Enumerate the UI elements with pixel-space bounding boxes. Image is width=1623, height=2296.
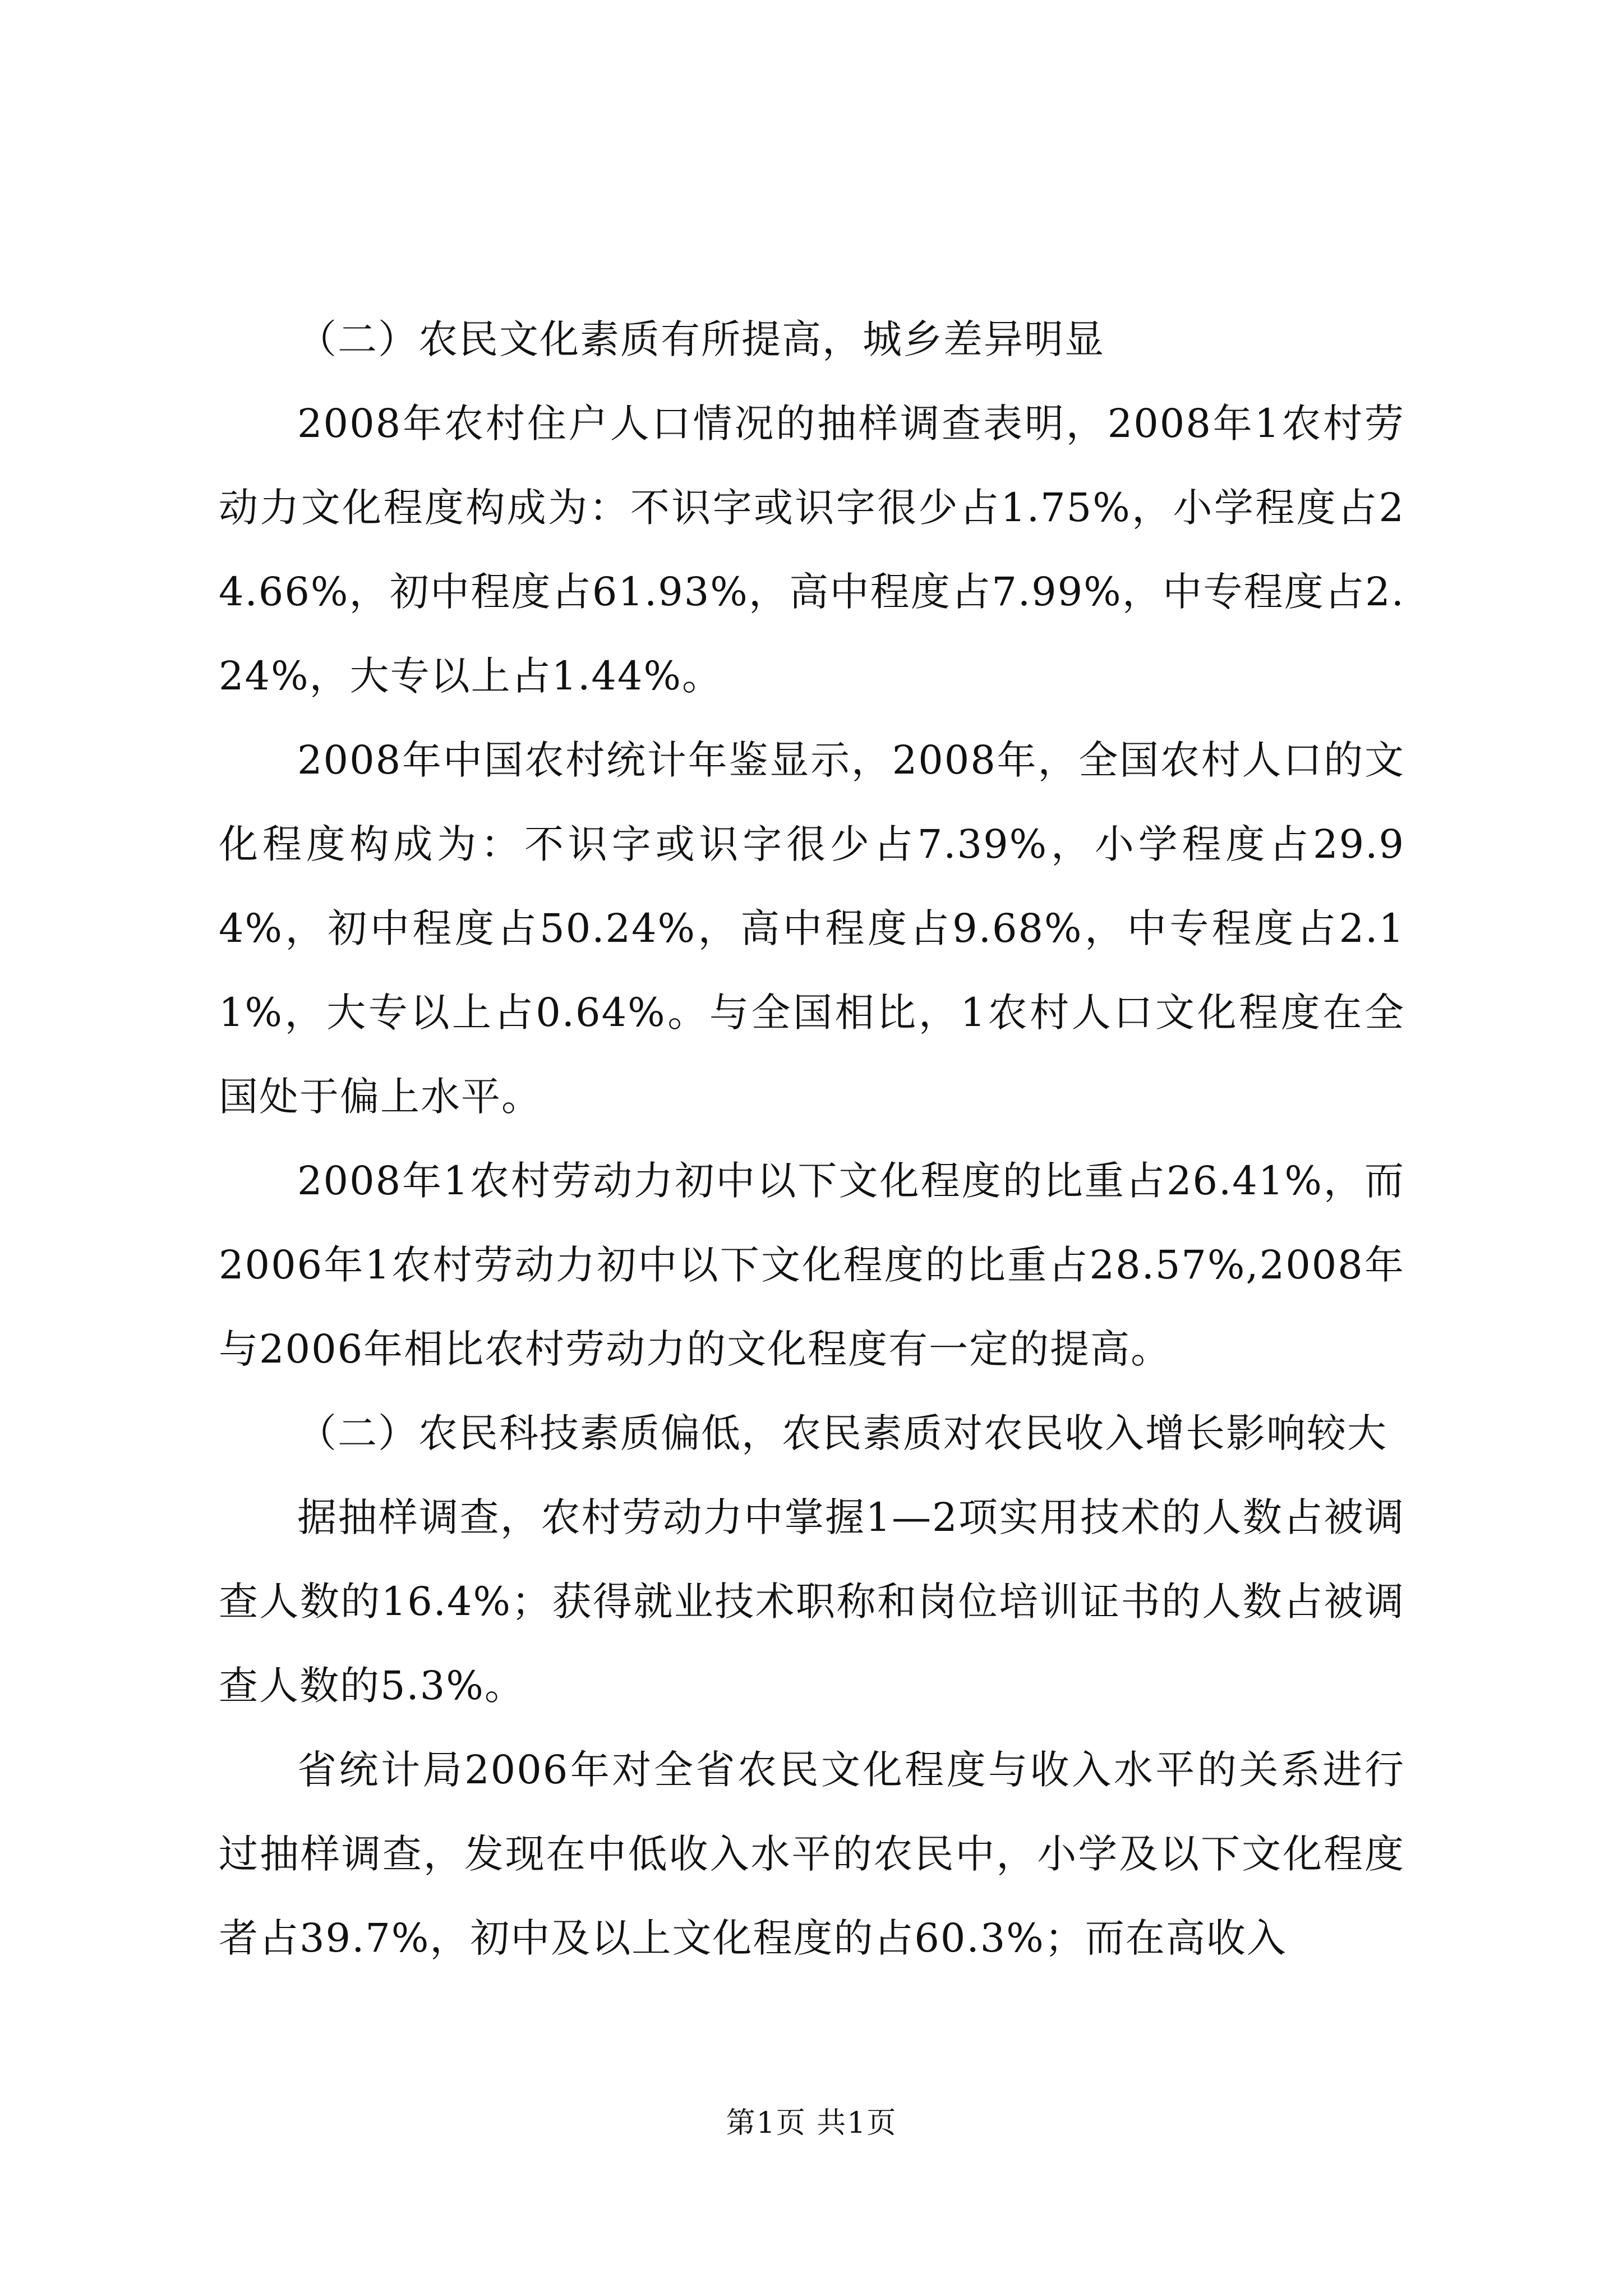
- paragraph-labor-education-survey: 2008年农村住户人口情况的抽样调查表明，2008年1农村劳动力文化程度构成为：不识字或识字很少占1.75%，小学程度占24.66%，初中程度占61.93%，高中程度占7.99%，中专程度占2.24%，大专以上占1.44%。: [219, 401, 1405, 699]
- paragraph-national-yearbook: 2008年中国农村统计年鉴显示，2008年，全国农村人口的文化程度构成为：不识字或识字很少占7.39%，小学程度占29.94%，初中程度占50.24%，高中程度占9.68%，中专程度占2.11%，大专以上占0.64%。与全国相比，1农村人口文化程度在全国处于偏上水平。: [219, 737, 1405, 1120]
- page-footer: 第1页 共1页: [726, 2106, 897, 2140]
- section-heading-tech-quality: （二）农民科技素质偏低，农民素质对农民收入增长影响较大: [297, 1410, 1387, 1456]
- paragraph-skills-survey: 据抽样调查，农村劳动力中掌握1—2项实用技术的人数占被调查人数的16.4%；获得就业技术职称和岗位培训证书的人数占被调查人数的5.3%。: [219, 1494, 1405, 1709]
- paragraph-income-survey: 省统计局2006年对全省农民文化程度与收入水平的关系进行过抽样调查，发现在中低收入水平的农民中，小学及以下文化程度者占39.7%，初中及以上文化程度的占60.3%；而在高收入: [219, 1747, 1405, 1961]
- paragraph-education-comparison: 2008年1农村劳动力初中以下文化程度的比重占26.41%，而2006年1农村劳动力初中以下文化程度的比重占28.57%,2008年与2006年相比农村劳动力的文化程度有一定的提高。: [219, 1158, 1405, 1372]
- document-body: [219, 297, 1405, 1980]
- section-heading-cultural-quality: （二）农民文化素质有所提高，城乡差异明显: [297, 316, 1105, 362]
